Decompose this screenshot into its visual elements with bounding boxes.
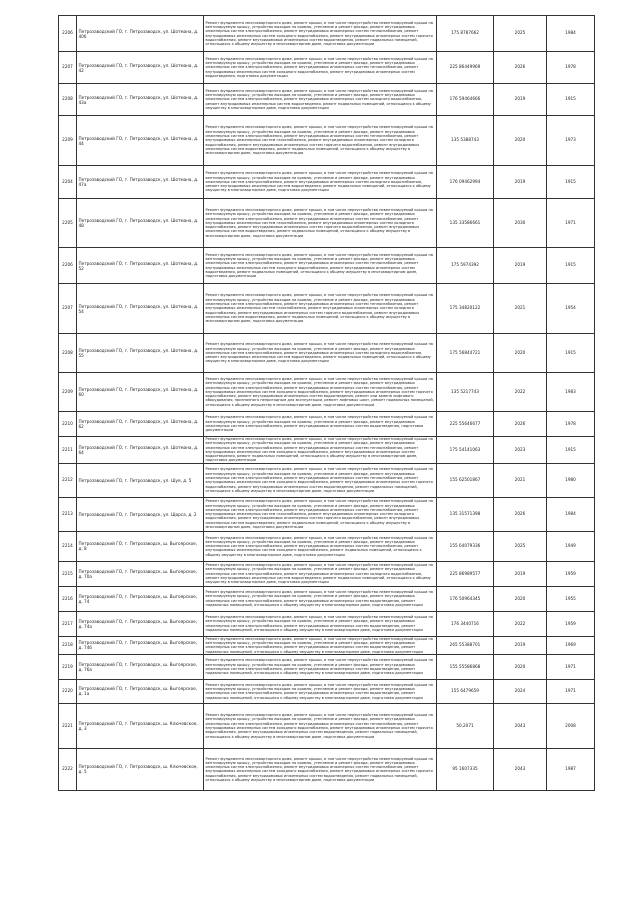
- row-works-list: Ремонт фундамента многоквартирного дома, ремонт крыши, в том числе переустройство невентилируемой крыши на вентилируемую крышу, устройство выходов на кровлю, утепление и ремонт фасада, ремонт внутридомовых инженерных систем электроснабжения, ремонт внутридомовых инженерных систем водоотведения, ремонт подвальных помещений, относящихся к общему имуществу в многоквартирном доме, подготовка документации: [204, 679, 437, 703]
- row-number: 2217: [59, 611, 77, 636]
- row-number: 2204: [59, 166, 77, 199]
- row-built-year: 1915: [547, 334, 595, 373]
- row-number: 2206: [59, 248, 77, 284]
- row-built-year: 1915: [547, 84, 595, 116]
- row-works-list: Ремонт фундамента многоквартирного дома, ремонт крыши, в том числе переустройство невентилируемой крыши на вентилируемую крышу, устройство выходов на кровлю, утепление и ремонт фасада, ремонт внутридомовых инженерных систем электроснабжения, ремонт внутридомовых инженерных систем теплоснабжения, ремонт внутридомовых инженерных систем холодного водоснабжения, ремонт внутридомовых инженерных систем горячего водоснабжения, ремонт внутридомовых инженерных систем водоотведения, ремонт подвальных помещений, относящихся к общему имуществу в многоквартирном доме, подготовка документации: [204, 16, 437, 52]
- row-address: Петрозаводский ГО, г. Петрозаводск, ш. Выгоярское, д. 74б: [77, 636, 204, 654]
- row-planned-year: 2019: [494, 248, 547, 284]
- table-row: [59, 561, 595, 586]
- table-row: [59, 611, 595, 636]
- row-cost: 176 50964345: [437, 586, 494, 611]
- row-built-year: 1984: [547, 497, 595, 531]
- row-planned-year: 2019: [494, 561, 547, 586]
- row-planned-year: 2019: [494, 636, 547, 654]
- row-built-year: 1915: [547, 166, 595, 199]
- row-number: 2218: [59, 636, 77, 654]
- row-number: 2208: [59, 334, 77, 373]
- row-built-year: 1978: [547, 52, 595, 84]
- row-built-year: 1949: [547, 531, 595, 561]
- table-row: [59, 412, 595, 437]
- row-cost: 155 6479659: [437, 679, 494, 703]
- table-row: [59, 654, 595, 679]
- row-number: 2222: [59, 748, 77, 790]
- row-cost: 135 5388743: [437, 116, 494, 166]
- row-cost: 50.2071: [437, 703, 494, 748]
- row-works-list: Ремонт фундамента многоквартирного дома, ремонт крыши, в том числе переустройство невентилируемой крыши на вентилируемую крышу, устройство выходов на кровлю, утепление и ремонт фасада, ремонт внутридомовых инженерных систем электроснабжения, ремонт внутридомовых инженерных систем теплоснабжения, ремонт внутридомовых инженерных систем холодного водоснабжения, ремонт внутридомовых инженерных систем горячего водоснабжения, ремонт внутридомовых инженерных систем водоотведения, ремонт подвальных помещений, относящихся к общему имуществу в многоквартирном доме, подготовка документации: [204, 463, 437, 497]
- row-built-year: 2008: [547, 703, 595, 748]
- row-planned-year: 2030: [494, 199, 547, 248]
- row-address: Петрозаводский ГО, г. Петрозаводск, ул. Шотмана, д. 52: [77, 248, 204, 284]
- row-works-list: Ремонт фундамента многоквартирного дома, ремонт крыши, в том числе переустройство невентилируемой крыши на вентилируемую крышу, устройство выходов на кровлю, утепление и ремонт фасада, ремонт внутридомовых инженерных систем электроснабжения, ремонт внутридомовых инженерных систем теплоснабжения, ремонт внутридомовых инженерных систем газоснабжения, ремонт внутридомовых инженерных систем холодного водоснабжения, ремонт внутридомовых инженерных систем горячего водоснабжения, ремонт внутридомовых инженерных систем водоотведения, ремонт подвальных помещений, относящихся к общему имуществу в многоквартирном доме, подготовка документации: [204, 497, 437, 531]
- row-built-year: 1915: [547, 437, 595, 464]
- table-row: [59, 248, 595, 284]
- row-works-list: Ремонт фундамента многоквартирного дома, ремонт крыши, в том числе переустройство невентилируемой крыши на вентилируемую крышу, устройство выходов на кровлю, утепление и ремонт фасада, ремонт внутридомовых инженерных систем электроснабжения, ремонт внутридомовых инженерных систем теплоснабжения, ремонт внутридомовых инженерных систем газоснабжения, ремонт внутридомовых инженерных систем холодного водоснабжения, ремонт внутридомовых инженерных систем горячего водоснабжения, ремонт внутридомовых инженерных систем водоотведения, ремонт подвальных помещений, относящихся к общему имуществу в многоквартирном доме, подготовка документации: [204, 116, 437, 166]
- row-built-year: 1987: [547, 748, 595, 790]
- row-built-year: 1971: [547, 679, 595, 703]
- row-works-list: Ремонт фундамента многоквартирного дома, ремонт крыши, в том числе переустройство невентилируемой крыши на вентилируемую крышу, устройство выходов на кровлю, утепление и ремонт фасада, ремонт внутридомовых инженерных систем электроснабжения, ремонт внутридомовых инженерных систем теплоснабжения, ремонт внутридомовых инженерных систем газоснабжения, ремонт внутридомовых инженерных систем холодного водоснабжения, ремонт внутридомовых инженерных систем горячего водоснабжения, ремонт внутридомовых инженерных систем водоотведения, ремонт подвальных помещений, относящихся к общему имуществу в многоквартирном доме, подготовка документации: [204, 284, 437, 334]
- row-number: 2211: [59, 437, 77, 464]
- table-row: [59, 373, 595, 412]
- row-works-list: Ремонт фундамента многоквартирного дома, ремонт крыши, в том числе переустройство невентилируемой крыши на вентилируемую крышу, устройство выходов на кровлю, утепление и ремонт фасада, ремонт внутридомовых инженерных систем электроснабжения, ремонт внутридомовых инженерных систем холодного водоснабжения, ремонт внутридомовых инженерных систем водоотведения, ремонт подвальных помещений, относящихся к общему имуществу в многоквартирном доме, подготовка документации: [204, 561, 437, 586]
- row-planned-year: 2022: [494, 373, 547, 412]
- table-row: [59, 531, 595, 561]
- row-works-list: Ремонт фундамента многоквартирного дома, ремонт крыши, в том числе переустройство невентилируемой крыши на вентилируемую крышу, устройство выходов на кровлю, утепление и ремонт фасада, ремонт внутридомовых инженерных систем электроснабжения, ремонт внутридомовых инженерных систем холодного водоснабжения, ремонт внутридомовых инженерных систем водоотведения, ремонт подвальных помещений, относящихся к общему имуществу в многоквартирном доме, подготовка документации: [204, 84, 437, 116]
- row-planned-year: 2020: [494, 334, 547, 373]
- row-works-list: Ремонт фундамента многоквартирного дома, ремонт крыши, в том числе переустройство невентилируемой крыши на вентилируемую крышу, устройство выходов на кровлю, утепление и ремонт фасада, ремонт внутридомовых инженерных систем электроснабжения, ремонт внутридомовых инженерных систем теплоснабжения, ремонт внутридомовых инженерных систем холодного водоснабжения, ремонт внутридомовых инженерных систем горячего водоснабжения, ремонт внутридомовых инженерных систем водоотведения, ремонт подвальных помещений, относящихся к общему имуществу в многоквартирном доме, подготовка документации: [204, 748, 437, 790]
- row-built-year: 1978: [547, 412, 595, 437]
- row-cost: 175 34820122: [437, 284, 494, 334]
- row-built-year: 1983: [547, 373, 595, 412]
- table-row: [59, 586, 595, 611]
- row-cost: 175 54141063: [437, 437, 494, 464]
- row-number: 2209: [59, 116, 77, 166]
- row-address: Петрозаводский ГО, г. Петрозаводск, ул. Шуя, д. 5: [77, 463, 204, 497]
- capital-repair-register-table: [58, 15, 595, 791]
- row-works-list: Ремонт фундамента многоквартирного дома, ремонт крыши, в том числе переустройство невентилируемой крыши на вентилируемую крышу, устройство выходов на кровлю, утепление и ремонт фасада, ремонт внутридомовых инженерных систем электроснабжения, ремонт внутридомовых инженерных систем теплоснабжения, ремонт внутридомовых инженерных систем холодного водоснабжения, ремонт внутридомовых инженерных систем горячего водоснабжения, ремонт внутридомовых инженерных систем водоотведения, ремонт или замена лифтового оборудования, признанного непригодным для эксплуатации, ремонт лифтовых шахт, ремонт подвальных помещений, относящихся к общему имуществу в многоквартирном доме, подготовка документации: [204, 373, 437, 412]
- row-works-list: Ремонт фундамента многоквартирного дома, ремонт крыши, в том числе переустройство невентилируемой крыши на вентилируемую крышу, устройство выходов на кровлю, утепление и ремонт фасада, ремонт внутридомовых инженерных систем электроснабжения, ремонт внутридомовых инженерных систем теплоснабжения, ремонт внутридомовых инженерных систем холодного водоснабжения, ремонт внутридомовых инженерных систем водоотведения, ремонт подвальных помещений, относящихся к общему имуществу в многоквартирном доме, подготовка документации: [204, 437, 437, 464]
- table-row: [59, 166, 595, 199]
- row-cost: 265 55388701: [437, 636, 494, 654]
- row-planned-year: 2021: [494, 284, 547, 334]
- row-cost: 155 64079336: [437, 531, 494, 561]
- row-planned-year: 2024: [494, 679, 547, 703]
- row-number: 2209: [59, 373, 77, 412]
- row-planned-year: 2026: [494, 412, 547, 437]
- row-number: 2210: [59, 412, 77, 437]
- table-row: [59, 199, 595, 248]
- row-works-list: Ремонт фундамента многоквартирного дома, ремонт крыши, в том числе переустройство невентилируемой крыши на вентилируемую крышу, устройство выходов на кровлю, утепление и ремонт фасада, ремонт внутридомовых инженерных систем электроснабжения, ремонт внутридомовых инженерных систем водоотведения, ремонт подвальных помещений, относящихся к общему имуществу в многоквартирном доме, подготовка документации: [204, 636, 437, 654]
- row-works-list: Ремонт фундамента многоквартирного дома, ремонт крыши, в том числе переустройство невентилируемой крыши на вентилируемую крышу, устройство выходов на кровлю, утепление и ремонт фасада, ремонт внутридомовых инженерных систем электроснабжения, ремонт внутридомовых инженерных систем теплоснабжения, ремонт внутридомовых инженерных систем холодного водоснабжения, ремонт внутридомовых инженерных систем водоотведения, подготовка документации: [204, 52, 437, 84]
- row-cost: 135 33586661: [437, 199, 494, 248]
- row-planned-year: 2025: [494, 531, 547, 561]
- row-cost: 175 8787662: [437, 16, 494, 52]
- row-works-list: Ремонт фундамента многоквартирного дома, ремонт крыши, в том числе переустройство невентилируемой крыши на вентилируемую крышу, устройство выходов на кровлю, утепление и ремонт фасада, ремонт внутридомовых инженерных систем электроснабжения, ремонт внутридомовых инженерных систем теплоснабжения, ремонт внутридомовых инженерных систем холодного водоснабжения, ремонт внутридомовых инженерных систем горячего водоснабжения, ремонт внутридомовых инженерных систем водоотведения, ремонт подвальных помещений, относящихся к общему имуществу в многоквартирном доме, подготовка документации: [204, 703, 437, 748]
- row-address: Петрозаводский ГО, г. Петрозаводск, ул. Шотмана, д. 47а: [77, 166, 204, 199]
- table-row: [59, 284, 595, 334]
- row-cost: 176 09462994: [437, 166, 494, 199]
- row-address: Петрозаводский ГО, г. Петрозаводск, ш. Выгоярское, д. 8: [77, 531, 204, 561]
- row-works-list: Ремонт фундамента многоквартирного дома, ремонт крыши, в том числе переустройство невентилируемой крыши на вентилируемую крышу, устройство выходов на кровлю, утепление и ремонт фасада, ремонт внутридомовых инженерных систем электроснабжения, ремонт внутридомовых инженерных систем теплоснабжения, ремонт внутридомовых инженерных систем холодного водоснабжения, ремонт внутридомовых инженерных систем водоотведения, ремонт подвальных помещений, относящихся к общему имуществу в многоквартирном доме, подготовка документации: [204, 248, 437, 284]
- row-address: Петрозаводский ГО, г. Петрозаводск, ул. Шотмана, д. 54: [77, 284, 204, 334]
- table-row: [59, 52, 595, 84]
- row-built-year: 1984: [547, 16, 595, 52]
- row-built-year: 1955: [547, 586, 595, 611]
- row-address: Петрозаводский ГО, г. Петрозаводск, ул. Шотмана, д. 44: [77, 116, 204, 166]
- row-address: Петрозаводский ГО, г. Петрозаводск, ш. Ключевское, д. 5: [77, 748, 204, 790]
- row-built-year: 1959: [547, 561, 595, 586]
- row-address: Петрозаводский ГО, г. Петрозаводск, ш. Ключевское, д. 3: [77, 703, 204, 748]
- row-planned-year: 2025: [494, 16, 547, 52]
- row-works-list: Ремонт фундамента многоквартирного дома, ремонт крыши, в том числе переустройство невентилируемой крыши на вентилируемую крышу, устройство выходов на кровлю, утепление и ремонт фасада, ремонт внутридомовых инженерных систем электроснабжения, ремонт внутридомовых инженерных систем теплоснабжения, ремонт внутридомовых инженерных систем холодного водоснабжения, ремонт подвальных помещений, относящихся к общему имуществу в многоквартирном доме, подготовка документации: [204, 531, 437, 561]
- row-address: Петрозаводский ГО, г. Петрозаводск, ш. Выгоярское, д. 74: [77, 586, 204, 611]
- table-row: [59, 679, 595, 703]
- row-cost: 225 55646677: [437, 412, 494, 437]
- row-number: 2208: [59, 84, 77, 116]
- table-row: [59, 334, 595, 373]
- row-address: Петрозаводский ГО, г. Петрозаводск, ул. Шотмана, д. 62: [77, 412, 204, 437]
- row-cost: 175 56844721: [437, 334, 494, 373]
- row-number: 2220: [59, 679, 77, 703]
- row-address: Петрозаводский ГО, г. Петрозаводск, ш. Выгоярское, д. 1а: [77, 679, 204, 703]
- table-row: [59, 116, 595, 166]
- table-row: [59, 636, 595, 654]
- row-address: Петрозаводский ГО, г. Петрозаводск, ул. Шотмана, д. 40б: [77, 16, 204, 52]
- row-cost: 176 3440716: [437, 611, 494, 636]
- row-address: Петрозаводский ГО, г. Петрозаводск, ул. Щорса, д. 2: [77, 497, 204, 531]
- row-built-year: 1959: [547, 611, 595, 636]
- row-works-list: Ремонт фундамента многоквартирного дома, ремонт крыши, в том числе переустройство невентилируемой крыши на вентилируемую крышу, устройство выходов на кровлю, утепление и ремонт фасада, ремонт внутридомовых инженерных систем электроснабжения, ремонт внутридомовых инженерных систем холодного водоснабжения, ремонт внутридомовых инженерных систем водоотведения, ремонт подвальных помещений, относящихся к общему имуществу в многоквартирном доме, подготовка документации: [204, 166, 437, 199]
- row-address: Петрозаводский ГО, г. Петрозаводск, ул. Шотмана, д. 55: [77, 334, 204, 373]
- row-built-year: 1971: [547, 199, 595, 248]
- row-cost: 95 1607335: [437, 748, 494, 790]
- row-number: 2213: [59, 497, 77, 531]
- row-number: 2221: [59, 703, 77, 748]
- row-works-list: Ремонт фундамента многоквартирного дома, ремонт крыши, в том числе переустройство невентилируемой крыши на вентилируемую крышу, устройство выходов на кровлю, утепление и ремонт фасада, ремонт внутридомовых инженерных систем электроснабжения, ремонт внутридомовых инженерных систем водоотведения, ремонт подвальных помещений, относящихся к общему имуществу в многоквартирном доме, подготовка документации: [204, 586, 437, 611]
- row-planned-year: 2019: [494, 84, 547, 116]
- row-number: 2206: [59, 16, 77, 52]
- row-number: 2212: [59, 463, 77, 497]
- table-row: [59, 748, 595, 790]
- row-works-list: Ремонт фундамента многоквартирного дома, ремонт крыши, в том числе переустройство невентилируемой крыши на вентилируемую крышу, устройство выходов на кровлю, утепление и ремонт фасада, ремонт внутридомовых инженерных систем электроснабжения, ремонт внутридомовых инженерных систем теплоснабжения, ремонт внутридомовых инженерных систем газоснабжения, ремонт внутридомовых инженерных систем холодного водоснабжения, ремонт внутридомовых инженерных систем горячего водоснабжения, ремонт внутридомовых инженерных систем водоотведения, ремонт подвальных помещений, относящихся к общему имуществу в многоквартирном доме, подготовка документации: [204, 199, 437, 248]
- table-row: [59, 437, 595, 464]
- row-built-year: 1915: [547, 248, 595, 284]
- row-works-list: Ремонт фундамента многоквартирного дома, ремонт крыши, в том числе переустройство невентилируемой крыши на вентилируемую крышу, устройство выходов на кровлю, утепление и ремонт фасада, ремонт внутридомовых инженерных систем электроснабжения, ремонт внутридомовых инженерных систем холодного водоснабжения, ремонт внутридомовых инженерных систем водоотведения, ремонт подвальных помещений, относящихся к общему имуществу в многоквартирном доме, подготовка документации: [204, 334, 437, 373]
- row-works-list: Ремонт фундамента многоквартирного дома, ремонт крыши, в том числе переустройство невентилируемой крыши на вентилируемую крышу, устройство выходов на кровлю, утепление и ремонт фасада, ремонт внутридомовых инженерных систем электроснабжения, ремонт внутридомовых инженерных систем водоотведения, ремонт подвальных помещений, относящихся к общему имуществу в многоквартирном доме, подготовка документации: [204, 654, 437, 679]
- row-built-year: 1980: [547, 463, 595, 497]
- row-number: 2219: [59, 654, 77, 679]
- row-address: Петрозаводский ГО, г. Петрозаводск, ш. Выгоярское, д. 70а: [77, 561, 204, 586]
- row-number: 2207: [59, 52, 77, 84]
- row-built-year: 1973: [547, 116, 595, 166]
- row-address: Петрозаводский ГО, г. Петрозаводск, ул. Шотмана, д. 43а: [77, 84, 204, 116]
- row-address: Петрозаводский ГО, г. Петрозаводск, ул. Шотмана, д. 60: [77, 373, 204, 412]
- row-address: Петрозаводский ГО, г. Петрозаводск, ш. Выгоярское, д. 76а: [77, 654, 204, 679]
- row-cost: 135 5217743: [437, 373, 494, 412]
- row-planned-year: 2020: [494, 586, 547, 611]
- table-row: [59, 16, 595, 52]
- row-planned-year: 2026: [494, 52, 547, 84]
- row-number: 2205: [59, 199, 77, 248]
- row-cost: 225 86989577: [437, 561, 494, 586]
- row-planned-year: 2026: [494, 497, 547, 531]
- row-planned-year: 2020: [494, 654, 547, 679]
- table-row: [59, 463, 595, 497]
- row-cost: 155 55586868: [437, 654, 494, 679]
- row-built-year: 1969: [547, 636, 595, 654]
- table-row: [59, 703, 595, 748]
- row-address: Петрозаводский ГО, г. Петрозаводск, ш. Выгоярское, д. 74а: [77, 611, 204, 636]
- row-cost: 175 5974392: [437, 248, 494, 284]
- row-planned-year: 2021: [494, 463, 547, 497]
- row-address: Петрозаводский ГО, г. Петрозаводск, ул. Шотмана, д. 42: [77, 52, 204, 84]
- table-body: [59, 16, 595, 791]
- row-planned-year: 2043: [494, 748, 547, 790]
- row-planned-year: 2019: [494, 166, 547, 199]
- document-page: [58, 15, 594, 791]
- row-number: 2216: [59, 586, 77, 611]
- row-cost: 135 31571398: [437, 497, 494, 531]
- row-number: 2207: [59, 284, 77, 334]
- table-row: [59, 497, 595, 531]
- row-number: 2214: [59, 531, 77, 561]
- row-works-list: Ремонт фундамента многоквартирного дома, ремонт крыши, в том числе переустройство невентилируемой крыши на вентилируемую крышу, устройство выходов на кровлю, утепление и ремонт фасада, ремонт внутридомовых инженерных систем электроснабжения, ремонт внутридомовых инженерных систем водоотведения, ремонт подвальных помещений, относящихся к общему имуществу в многоквартирном доме, подготовка документации: [204, 611, 437, 636]
- row-works-list: Ремонт фундамента многоквартирного дома, ремонт крыши, в том числе переустройство невентилируемой крыши на вентилируемую крышу, устройство выходов на кровлю, утепление и ремонт фасада, ремонт внутридомовых инженерных систем электроснабжения, ремонт внутридомовых инженерных систем водоотведения, подготовка документации: [204, 412, 437, 437]
- row-cost: 155 62501867: [437, 463, 494, 497]
- row-built-year: 1954: [547, 284, 595, 334]
- row-number: 2215: [59, 561, 77, 586]
- table-row: [59, 84, 595, 116]
- row-cost: 225 86449969: [437, 52, 494, 84]
- row-planned-year: 2023: [494, 437, 547, 464]
- row-address: Петрозаводский ГО, г. Петрозаводск, ул. Шотмана, д. 48: [77, 199, 204, 248]
- row-planned-year: 2043: [494, 703, 547, 748]
- row-built-year: 1971: [547, 654, 595, 679]
- row-planned-year: 2020: [494, 116, 547, 166]
- row-address: Петрозаводский ГО, г. Петрозаводск, ул. Шотмана, д. 64: [77, 437, 204, 464]
- row-planned-year: 2022: [494, 611, 547, 636]
- row-cost: 176 59464666: [437, 84, 494, 116]
